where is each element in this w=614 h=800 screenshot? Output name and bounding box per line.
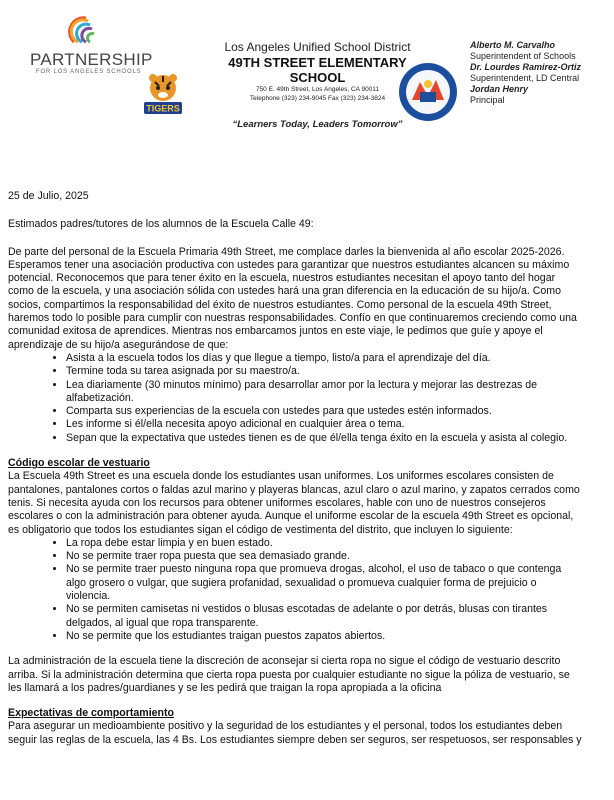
dress-code-heading: Código escolar de vestuario: [8, 457, 150, 470]
list-item: • No se permiten camisetas ni vestidos o blusas escotadas de adelante o por detrás, blusas con tirantes delgados, al igual que ropa transparente.: [66, 603, 582, 630]
dress-code-paragraph: La Escuela 49th Street es una escuela donde los estudiantes usan uniformes. Los uniformes escolares consisten de pantalones, pantalones cortos o faldas azul marino y playeras blancas, azul claro o azul marino, y zapatos cerrados como tenis. Si necesita ayuda con los recursos para obtener uniformes escolares, hable con uno de nuestros consejeros escolares o con la administración para obtener ayuda. Aunque el uniforme escolar de la escuela 49th Street es opcional, es obligatorio que todos los estudiantes sigan el código de vestimenta del distrito, que incluyen lo siguiente:: [8, 470, 580, 536]
letter-body: [8, 190, 582, 747]
district-name: Los Angeles Unified School District: [224, 40, 411, 54]
list-item: • Sepan que la expectativa que ustedes tienen es de que él/ella tenga éxito en la escuela y asista al colegio.: [66, 432, 582, 445]
partnership-subtitle: FOR LOS ANGELES SCHOOLS: [36, 69, 142, 75]
school-phones: Telephone (323) 234-9045 Fax (323) 234-3824: [249, 95, 386, 102]
tigers-logo-text: TIGERS: [146, 103, 180, 114]
behavior-heading: Expectativas de comportamiento: [8, 707, 175, 720]
admin-title: Superintendent of Schools: [470, 51, 576, 61]
school-motto: “Learners Today, Leaders Tomorrow”: [232, 119, 403, 130]
behavior-paragraph: Para asegurar un medioambiente positivo y la seguridad de los estudiantes y el personal, todos los estudiantes deben seguir las reglas de la escuela, las 4 Bs. Los estudiantes siempre deben ser seguros, ser respetuosos, ser responsables y: [8, 720, 582, 746]
lausd-seal-icon: [398, 62, 458, 122]
school-address: 750 E. 49th Street, Los Angeles, CA 90011: [255, 86, 380, 93]
list-item: • Comparta sus experiencias de la escuela con ustedes para que ustedes estén informados.: [66, 405, 582, 418]
admin-name: Jordan Henry: [470, 84, 529, 94]
dress-code-list: [8, 537, 582, 643]
admin-title: Principal: [470, 95, 505, 105]
letter-greeting: Estimados padres/tutores de los alumnos de la Escuela Calle 49:: [8, 218, 314, 231]
list-item: • No se permite traer ropa puesta que sea demasiado grande.: [66, 550, 582, 563]
admin-principal: [470, 84, 610, 106]
letter-date: 25 de Julio, 2025: [8, 190, 89, 202]
school-header: [215, 40, 420, 130]
tigers-mascot-logo: [142, 72, 184, 120]
intro-paragraph: De parte del personal de la Escuela Primaria 49th Street, me complace darles la bienvenida al año escolar 2025-2026. Esperamos tener una asociación productiva con ustedes para garantizar que nuestros estudiantes alcancen su máximo potencial. Reconocemos que para tener éxito en la escuela, nuestros estudiantes necesitan el apoyo tanto del hogar como de la escuela, y una asociación sólida con ustedes hará una gran diferencia en la educación de su hijo/a. Como socios, compartimos la responsabilidad del éxito de nuestros estudiantes. Como personal de la escuela 49th Street, haremos todo lo posible para cumplir con nuestras responsabilidades. Confío en que continuaremos creciendo como una comunidad exitosa de aprendices. Mientras nos embarcamos juntos en este viaje, le pedimos que guíe y apoye el aprendizaje de su hijo/a asegurándose de que:: [8, 245, 577, 351]
school-name: 49TH STREET ELEMENTARY SCHOOL: [228, 55, 407, 85]
list-item: • La ropa debe estar limpia y en buen estado.: [66, 537, 582, 550]
admin-name: Alberto M. Carvalho: [470, 40, 556, 50]
partnership-swirl-icon: [66, 12, 106, 52]
list-item: • Asista a la escuela todos los días y que llegue a tiempo, listo/a para el aprendizaje del día.: [66, 352, 582, 365]
list-item: • No se permite traer puesto ninguna ropa que promueva drogas, alcohol, el uso de tabaco o que contenga algo grosero o vulgar, que sugiera profanidad, sexualidad o promueva cualquier forma de prejuicio o violencia.: [66, 563, 582, 603]
list-item: • Lea diariamente (30 minutos mínimo) para desarrollar amor por la lectura y mejorar las destrezas de alfabetización.: [66, 379, 582, 406]
admin-name: Dr. Lourdes Ramirez-Ortiz: [470, 62, 582, 72]
dress-code-closing: La administración de la escuela tiene la discreción de aconsejar si cierta ropa no sigue el código de vestuario descrito arriba. Si la administración determina que cierta ropa puesta por cualquier estudiante no sigue la póliza de vestuario, se les llamará a los padres/guardianes y se les pedirá que traigan la ropa apropiada a la oficina: [8, 655, 570, 694]
admin-local-superintendent: [470, 62, 610, 84]
support-list: [8, 352, 582, 445]
list-item: • Termine toda su tarea asignada por su maestro/a.: [66, 365, 582, 378]
admin-title: Superintendent, LD Central: [470, 73, 580, 83]
list-item: • No se permite que los estudiantes traigan puestos zapatos abiertos.: [66, 630, 582, 643]
administrators: [470, 40, 610, 106]
list-item: • Les informe si él/ella necesita apoyo adicional en cualquier área o tema.: [66, 418, 582, 431]
partnership-name: PARTNERSHIP: [30, 50, 153, 69]
admin-superintendent: [470, 40, 610, 62]
